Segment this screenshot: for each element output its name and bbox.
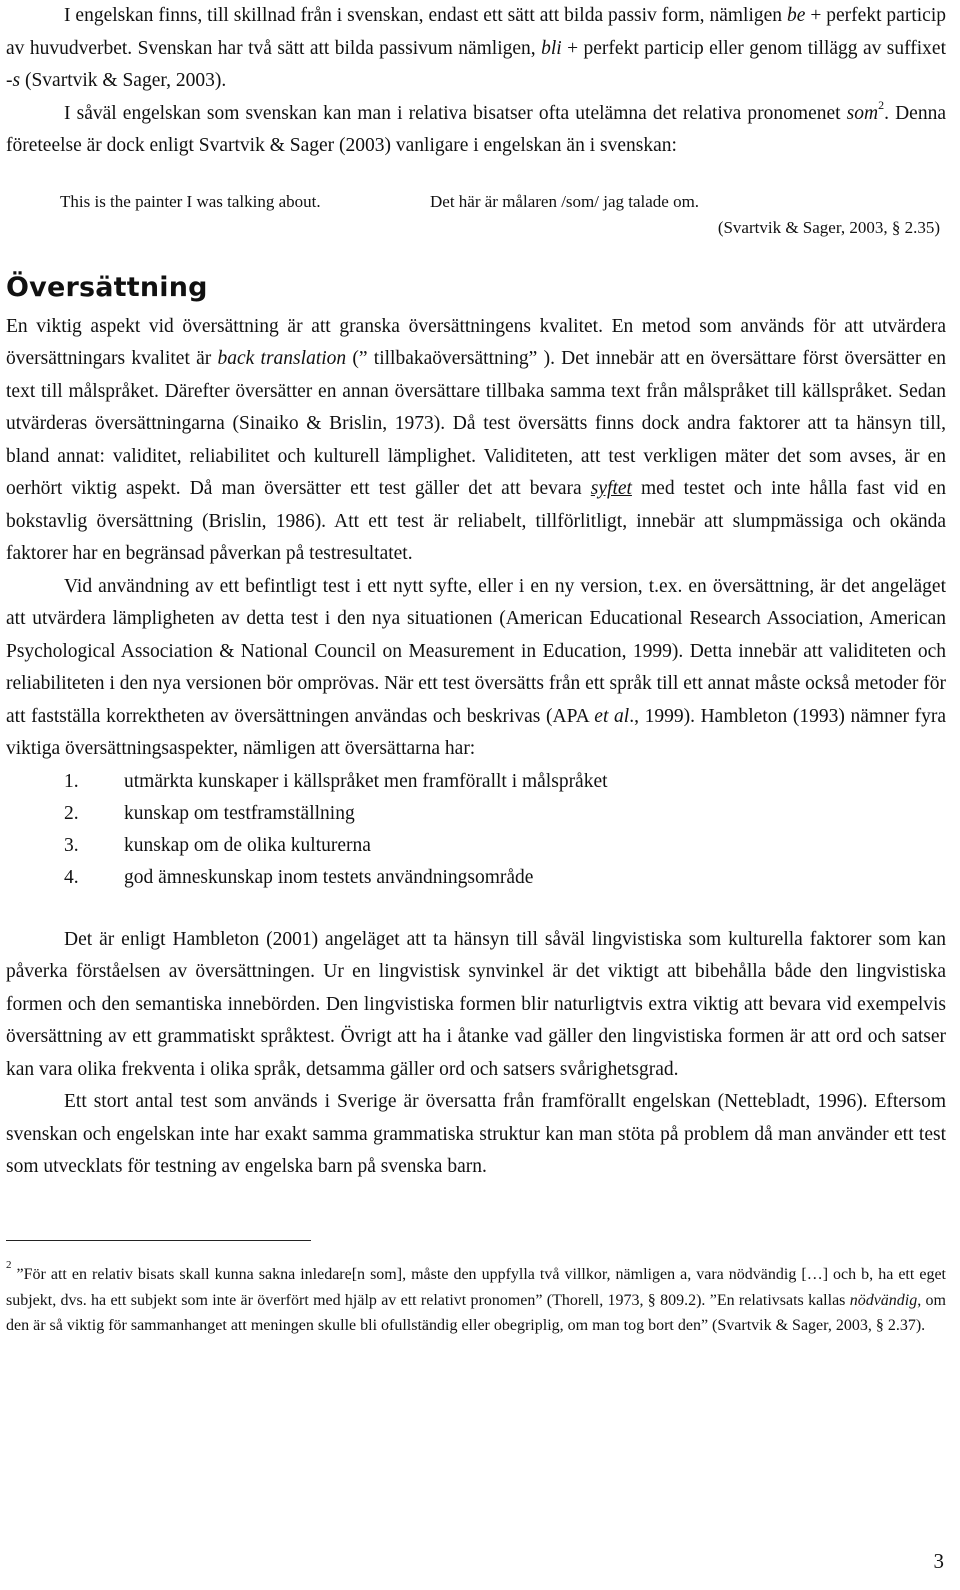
example-swedish: Det här är målaren /som/ jag talade om. xyxy=(430,191,700,211)
list-text: kunskap om de olika kulturerna xyxy=(124,834,371,856)
list-item xyxy=(6,766,946,798)
italic-term: be xyxy=(786,5,806,26)
list-text: kunskap om testframställning xyxy=(124,802,355,824)
example-english: This is the painter I was talking about. xyxy=(60,191,321,211)
list-item xyxy=(6,862,946,894)
paragraph-test-evaluation: Vid användning av ett befintligt test i ett nytt syfte, eller i en ny version, t.ex. en översättning, är det angeläget att utvärdera lämpligheten av detta test i den nya situationen (American Educational Research Association, American Psychological Association & National Council on Measurement in Education, 1999). Detta innebär att validiteten och reliabiliteten i den nya versionen bör omprövas. När ett test översätts från ett språk till ett annat måste också metoder för att fastställa korrektheten av översättningen användas och beskrivas (APA et al., 1999). Hambleton (1993) nämner fyra viktiga översättningsaspekter, nämligen att översättarna har: xyxy=(6,575,946,759)
italic-term: -s xyxy=(6,70,21,91)
footnote-marker: 2 xyxy=(6,1258,12,1271)
example-reference: (Svartvik & Sager, 2003, § 2.35) xyxy=(717,217,940,237)
spacer xyxy=(6,894,946,924)
footnote-reference[interactable]: 2 xyxy=(878,98,885,112)
list-number: 4. xyxy=(64,866,79,888)
list-number: 2. xyxy=(64,802,79,824)
section-heading: Översättning xyxy=(6,271,208,303)
example-sentences xyxy=(6,189,946,249)
page-number: 3 xyxy=(933,1549,944,1573)
italic-term: et al xyxy=(594,705,630,727)
italic-term: bli xyxy=(541,37,562,59)
paragraph-relative-pronoun: I såväl engelskan som svenskan kan man i relativa bisatser ofta utelämna det relativa pronomenet som$^2$. Denna företeelse är dock enligt Svartvik & Sager (2003) vanligare i engelskan än i svenskan: xyxy=(6,98,946,156)
underlined-term: syftet xyxy=(590,478,632,499)
list-number: 1. xyxy=(64,770,79,792)
italic-term: back translation xyxy=(217,348,347,369)
paragraph-passive-forms: I engelskan finns, till skillnad från i svenskan, endast ett sätt att bilda passiv form, nämligen be + perfekt particip av huvudverbet. Svenskan har två sätt att bilda passivum nämligen, bli + perfekt particip eller genom tillägg av suffixet -s (Svartvik & Sager, 2003). xyxy=(6,5,946,91)
paragraph-swedish-tests: Ett stort antal test som används i Sverige är översatta från framförallt engelskan (Nettebladt, 1996). Eftersom svenskan och engelskan inte har exakt samma grammatiska struktur kan man stöta på problem då man använder ett test som utvecklats för testning av engelska barn på svenska barn. xyxy=(6,1091,946,1177)
italic-term: som xyxy=(846,102,879,124)
paragraph-translation-quality: En viktig aspekt vid översättning är att granska översättningens kvalitet. En metod som används för att utvärdera översättningars kvalitet är back translation (” tillbakaöversättning” ). Det innebär att en översättare först översätter en text till målspråket. Därefter översätter en annan översättare tillbaka samma text från målspråket till källspråket. Sedan utvärderas översättningarna (Sinaiko & Brislin, 1973). Då test översätts finns dock andra faktorer att ta hänsyn till, bland annat: validitet, reliabilitet och kulturell lämplighet. Validiteten, att test verkligen mäter det som avses, är en oerhört viktig aspekt. Då man översätter ett test gäller det att bevara syftet med testet och inte hålla fast vid en bokstavlig översättning (Brislin, 1986). Att ett test är reliabelt, tillförlitligt, innebär att slumpmässiga och okända faktorer har en begränsad påverkan på testresultatet. xyxy=(6,315,946,564)
main-content xyxy=(6,0,946,1184)
paragraph-linguistic-factors: Det är enligt Hambleton (2001) angeläget att ta hänsyn till såväl lingvistiska som kulturella faktorer som kan påverka förståelsen av översättningen. Ur en lingvistisk synvinkel är det viktigt att bibehålla både den lingvistiska formen och den semantiska innebörden. Den lingvistiska formen blir naturligtvis extra viktig att bevara vid exempelvis översättning av ett grammatiskt språktest. Övrigt att ha i åtanke vad gäller den lingvistiska formen är att ord och satser kan vara olika frekventa i olika språk, detsamma gäller ord och satsers svårighetsgrad. xyxy=(6,928,946,1080)
list-item xyxy=(6,830,946,862)
list-text: god ämneskunskap inom testets användningsområde xyxy=(124,866,534,888)
list-number: 3. xyxy=(64,834,79,856)
footnote: $^2$ ”För att en relativ bisats skall kunna sakna inledare[n som], måste den uppfylla två villkor, nämligen a, vara nödvändig […] och b, ha ett eget subjekt, dvs. ha ett subjekt som inte är överfört med hjälp av ett relativt pronomen” (Thorell, 1973, § 809.2). ”En relativsats kallas nödvändig, om den är så viktig för sammanhanget att meningen skulle bli ofullständig eller obegriplig, om man tog bort den” (Svartvik & Sager, 2003, § 2.37). xyxy=(6,1258,946,1334)
italic-term: nödvändig xyxy=(849,1291,918,1309)
translator-requirements-list xyxy=(6,766,946,894)
list-item xyxy=(6,798,946,830)
list-text: utmärkta kunskaper i källspråket men framförallt i målspråket xyxy=(124,770,608,792)
footnote-divider xyxy=(6,1240,311,1241)
